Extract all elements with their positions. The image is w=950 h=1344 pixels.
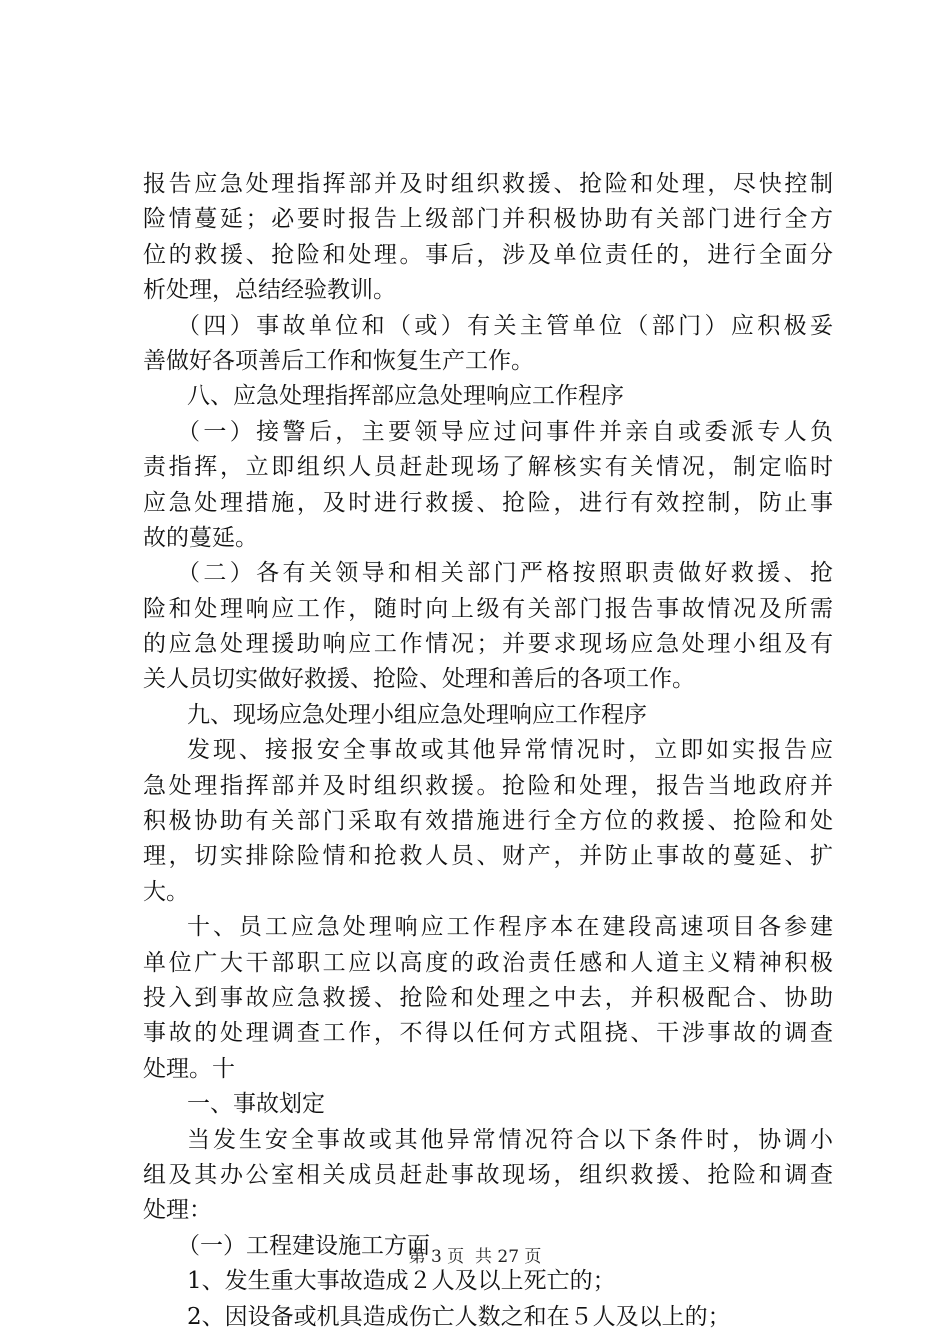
text-line: 一、事故划定	[187, 1091, 325, 1118]
text-line: 故的蔓延。	[143, 524, 258, 551]
text-line: 险和处理响应工作，随时向上级有关部门报告事故情况及所需	[143, 595, 833, 622]
text-line: 的应急处理援助响应工作情况；并要求现场应急处理小组及有	[143, 631, 833, 658]
text-line: 单位广大干部职工应以高度的政治责任感和人道主义精神积极	[143, 949, 833, 976]
text-line: （一）工程建设施工方面	[177, 1232, 430, 1259]
page-number-label: 第 3 页 共 27 页	[408, 1247, 542, 1267]
text-line: 处理。十	[143, 1055, 235, 1082]
text-line: 位的救援、抢险和处理。事后，涉及单位责任的，进行全面分	[143, 241, 833, 268]
text-line: 2、因设备或机具造成伤亡人数之和在５人及以上的；	[187, 1303, 731, 1330]
text-line: 关人员切实做好救援、抢险、处理和善后的各项工作。	[143, 666, 695, 693]
text-line: 责指挥，立即组织人员赶赴现场了解核实有关情况，制定临时	[143, 454, 833, 481]
text-line: 投入到事故应急救援、抢险和处理之中去，并积极配合、协助	[143, 984, 833, 1011]
text-line: （一）接警后，主要领导应过问事件并亲自或委派专人负	[177, 418, 833, 445]
text-line: （二）各有关领导和相关部门严格按照职责做好救援、抢	[177, 560, 833, 587]
text-line: 善做好各项善后工作和恢复生产工作。	[143, 347, 534, 374]
text-line: 组及其办公室相关成员赶赴事故现场，组织救援、抢险和调查	[143, 1161, 833, 1188]
text-line: 处理：	[143, 1197, 212, 1224]
text-line: 急处理指挥部并及时组织救援。抢险和处理，报告当地政府并	[143, 772, 833, 799]
text-line: 应急处理措施，及时进行救援、抢险，进行有效控制，防止事	[143, 489, 833, 516]
text-line: 大。	[143, 878, 189, 905]
text-line: 险情蔓延；必要时报告上级部门并积极协助有关部门进行全方	[143, 206, 833, 233]
text-line: 1、发生重大事故造成２人及以上死亡的；	[187, 1268, 616, 1295]
text-line: 十、员工应急处理响应工作程序本在建段高速项目各参建	[187, 914, 833, 941]
document-body	[143, 167, 833, 1335]
text-line: 报告应急处理指挥部并及时组织救援、抢险和处理，尽快控制	[143, 171, 833, 197]
text-line: 八、应急处理指挥部应急处理响应工作程序	[187, 383, 624, 410]
text-line: （四）事故单位和（或）有关主管单位（部门）应积极妥	[177, 312, 833, 339]
text-line: 理，切实排除险情和抢救人员、财产，并防止事故的蔓延、扩	[143, 843, 833, 870]
page-footer	[0, 1242, 950, 1267]
text-line: 积极协助有关部门采取有效措施进行全方位的救援、抢险和处	[143, 808, 833, 835]
text-line: 事故的处理调查工作，不得以任何方式阻挠、干涉事故的调查	[143, 1020, 833, 1047]
text-line: 九、现场应急处理小组应急处理响应工作程序	[187, 701, 647, 728]
text-line: 发现、接报安全事故或其他异常情况时，立即如实报告应	[187, 737, 833, 764]
text-line: 当发生安全事故或其他异常情况符合以下条件时，协调小	[187, 1126, 833, 1153]
text-line: 析处理，总结经验教训。	[143, 277, 396, 304]
